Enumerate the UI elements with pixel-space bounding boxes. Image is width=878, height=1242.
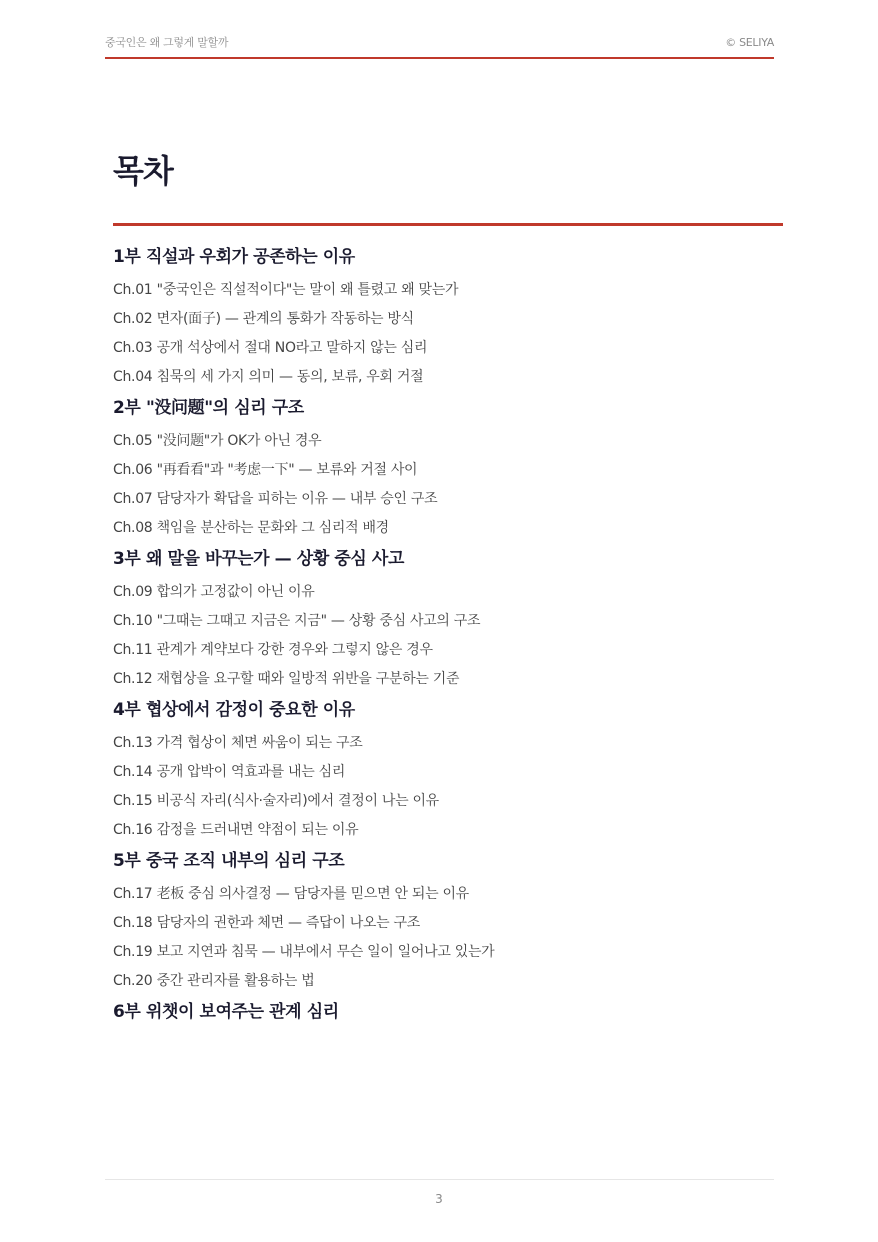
part-title[interactable]: 2부 "没问题"의 심리 구조 [113,398,304,418]
table-of-contents [113,243,783,1031]
toc-part-1 [113,243,783,392]
chapter-item[interactable]: Ch.11 관계가 계약보다 강한 경우와 그렇지 않은 경우 [113,642,433,658]
chapter-item[interactable]: Ch.08 책임을 분산하는 문화와 그 심리적 배경 [113,520,389,536]
running-header [105,33,774,51]
chapter-item[interactable]: Ch.13 가격 협상이 체면 싸움이 되는 구조 [113,735,363,751]
chapter-item[interactable]: Ch.18 담당자의 권한과 체면 — 즉답이 나오는 구조 [113,915,420,931]
part-title[interactable]: 4부 협상에서 감정이 중요한 이유 [113,700,355,720]
footer-divider [105,1179,774,1180]
header-divider [105,57,774,59]
copyright-notice: © SELIYA [725,35,774,49]
part-title[interactable]: 3부 왜 말을 바꾸는가 — 상황 중심 사고 [113,549,404,569]
chapter-item[interactable]: Ch.20 중간 관리자를 활용하는 법 [113,973,315,989]
chapter-item[interactable]: Ch.17 老板 중심 의사결정 — 담당자를 믿으면 안 되는 이유 [113,886,469,902]
chapter-item[interactable]: Ch.15 비공식 자리(식사·술자리)에서 결정이 나는 이유 [113,793,439,809]
chapter-item[interactable]: Ch.07 담당자가 확답을 피하는 이유 — 내부 승인 구조 [113,491,438,507]
toc-part-5 [113,847,783,996]
chapter-item[interactable]: Ch.19 보고 지연과 침묵 — 내부에서 무슨 일이 일어나고 있는가 [113,944,495,960]
chapter-item[interactable]: Ch.05 "没问题"가 OK가 아닌 경우 [113,433,322,449]
chapter-item[interactable]: Ch.14 공개 압박이 역효과를 내는 심리 [113,764,346,780]
page-title: 목차 [113,152,173,190]
part-title[interactable]: 6부 위챗이 보여주는 관계 심리 [113,1002,339,1022]
chapter-item[interactable]: Ch.16 감정을 드러내면 약점이 되는 이유 [113,822,359,838]
toc-part-2 [113,394,783,543]
toc-part-3 [113,545,783,694]
toc-part-4 [113,696,783,845]
chapter-item[interactable]: Ch.10 "그때는 그때고 지금은 지금" — 상황 중심 사고의 구조 [113,613,481,629]
page-number: 3 [435,1192,443,1206]
part-title[interactable]: 5부 중국 조직 내부의 심리 구조 [113,851,345,871]
toc-part-6 [113,998,783,1026]
chapter-item[interactable]: Ch.04 침묵의 세 가지 의미 — 동의, 보류, 우회 거절 [113,369,424,385]
chapter-item[interactable]: Ch.12 재협상을 요구할 때와 일방적 위반을 구분하는 기준 [113,671,460,687]
chapter-item[interactable]: Ch.06 "再看看"과 "考虑一下" — 보류와 거절 사이 [113,462,418,478]
title-divider [113,223,783,226]
chapter-item[interactable]: Ch.02 면자(面子) — 관계의 통화가 작동하는 방식 [113,311,414,327]
chapter-item[interactable]: Ch.01 "중국인은 직설적이다"는 말이 왜 틀렸고 왜 맞는가 [113,282,459,298]
part-title[interactable]: 1부 직설과 우회가 공존하는 이유 [113,247,355,267]
chapter-item[interactable]: Ch.03 공개 석상에서 절대 NO라고 말하지 않는 심리 [113,340,428,356]
chapter-item[interactable]: Ch.09 합의가 고정값이 아닌 이유 [113,584,315,600]
book-title: 중국인은 왜 그렇게 말할까 [105,36,229,49]
